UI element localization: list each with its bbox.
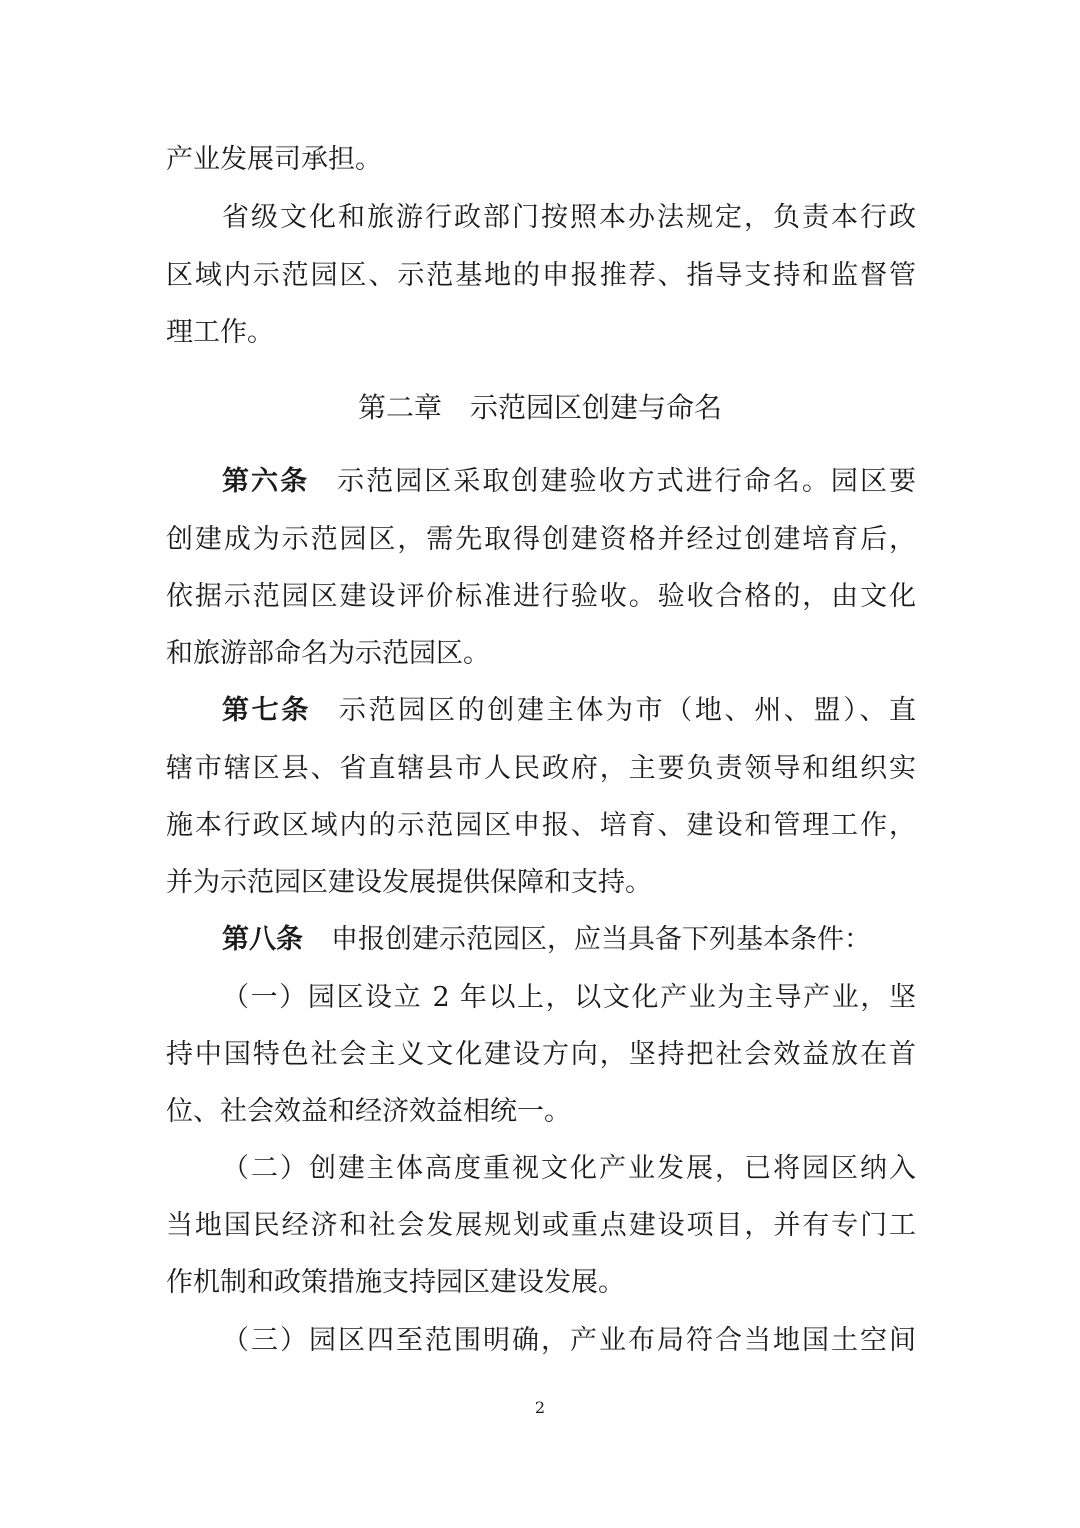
text-line: 依据示范园区建设评价标准进行验收。验收合格的，由文化 [166,581,916,612]
chapter-title: 第二章 示范园区创建与命名 [357,391,722,424]
article-8-label: 第八条 [222,924,303,955]
text-line: （三）园区四至范围明确，产业布局符合当地国土空间 [222,1325,916,1356]
text-line: 申报创建示范园区，应当具备下列基本条件： [331,924,871,955]
text-line: 示范园区采取创建验收方式进行命名。园区要 [337,466,917,497]
text-line: 持中国特色社会主义文化建设方向，坚持把社会效益放在首 [166,1039,916,1070]
article-6-label: 第六条 [222,466,310,497]
text-line: 创建成为示范园区，需先取得创建资格并经过创建培育后， [166,524,916,555]
text-line: 并为示范园区建设发展提供保障和支持。 [166,867,652,898]
text-line: 产业发展司承担。 [166,144,382,175]
text-line: 位、社会效益和经济效益相统一。 [166,1096,571,1127]
text-line: （二）创建主体高度重视文化产业发展，已将园区纳入 [222,1153,916,1184]
article-8-first-line [222,920,916,960]
text-line: （一）园区设立 2 年以上，以文化产业为主导产业，坚 [222,982,916,1013]
text-line: 示范园区的创建主体为市（地、州、盟）、直 [338,695,917,726]
page-number: 2 [534,1398,546,1417]
article-7-label: 第七条 [222,695,311,726]
text-line: 当地国民经济和社会发展规划或重点建设项目，并有专门工 [166,1210,916,1241]
text-line: 和旅游部命名为示范园区。 [166,638,490,669]
text-line: 施本行政区域内的示范园区申报、培育、建设和管理工作， [166,810,916,841]
article-6-first-line [222,462,916,502]
text-line: 辖市辖区县、省直辖县市人民政府，主要负责领导和组织实 [166,753,916,784]
text-line: 区域内示范园区、示范基地的申报推荐、指导支持和监督管 [166,260,916,291]
text-line: 作机制和政策措施支持园区建设发展。 [166,1267,625,1298]
text-line: 理工作。 [166,317,274,348]
text-line: 省级文化和旅游行政部门按照本办法规定，负责本行政 [222,202,916,233]
article-7-first-line [222,691,916,731]
